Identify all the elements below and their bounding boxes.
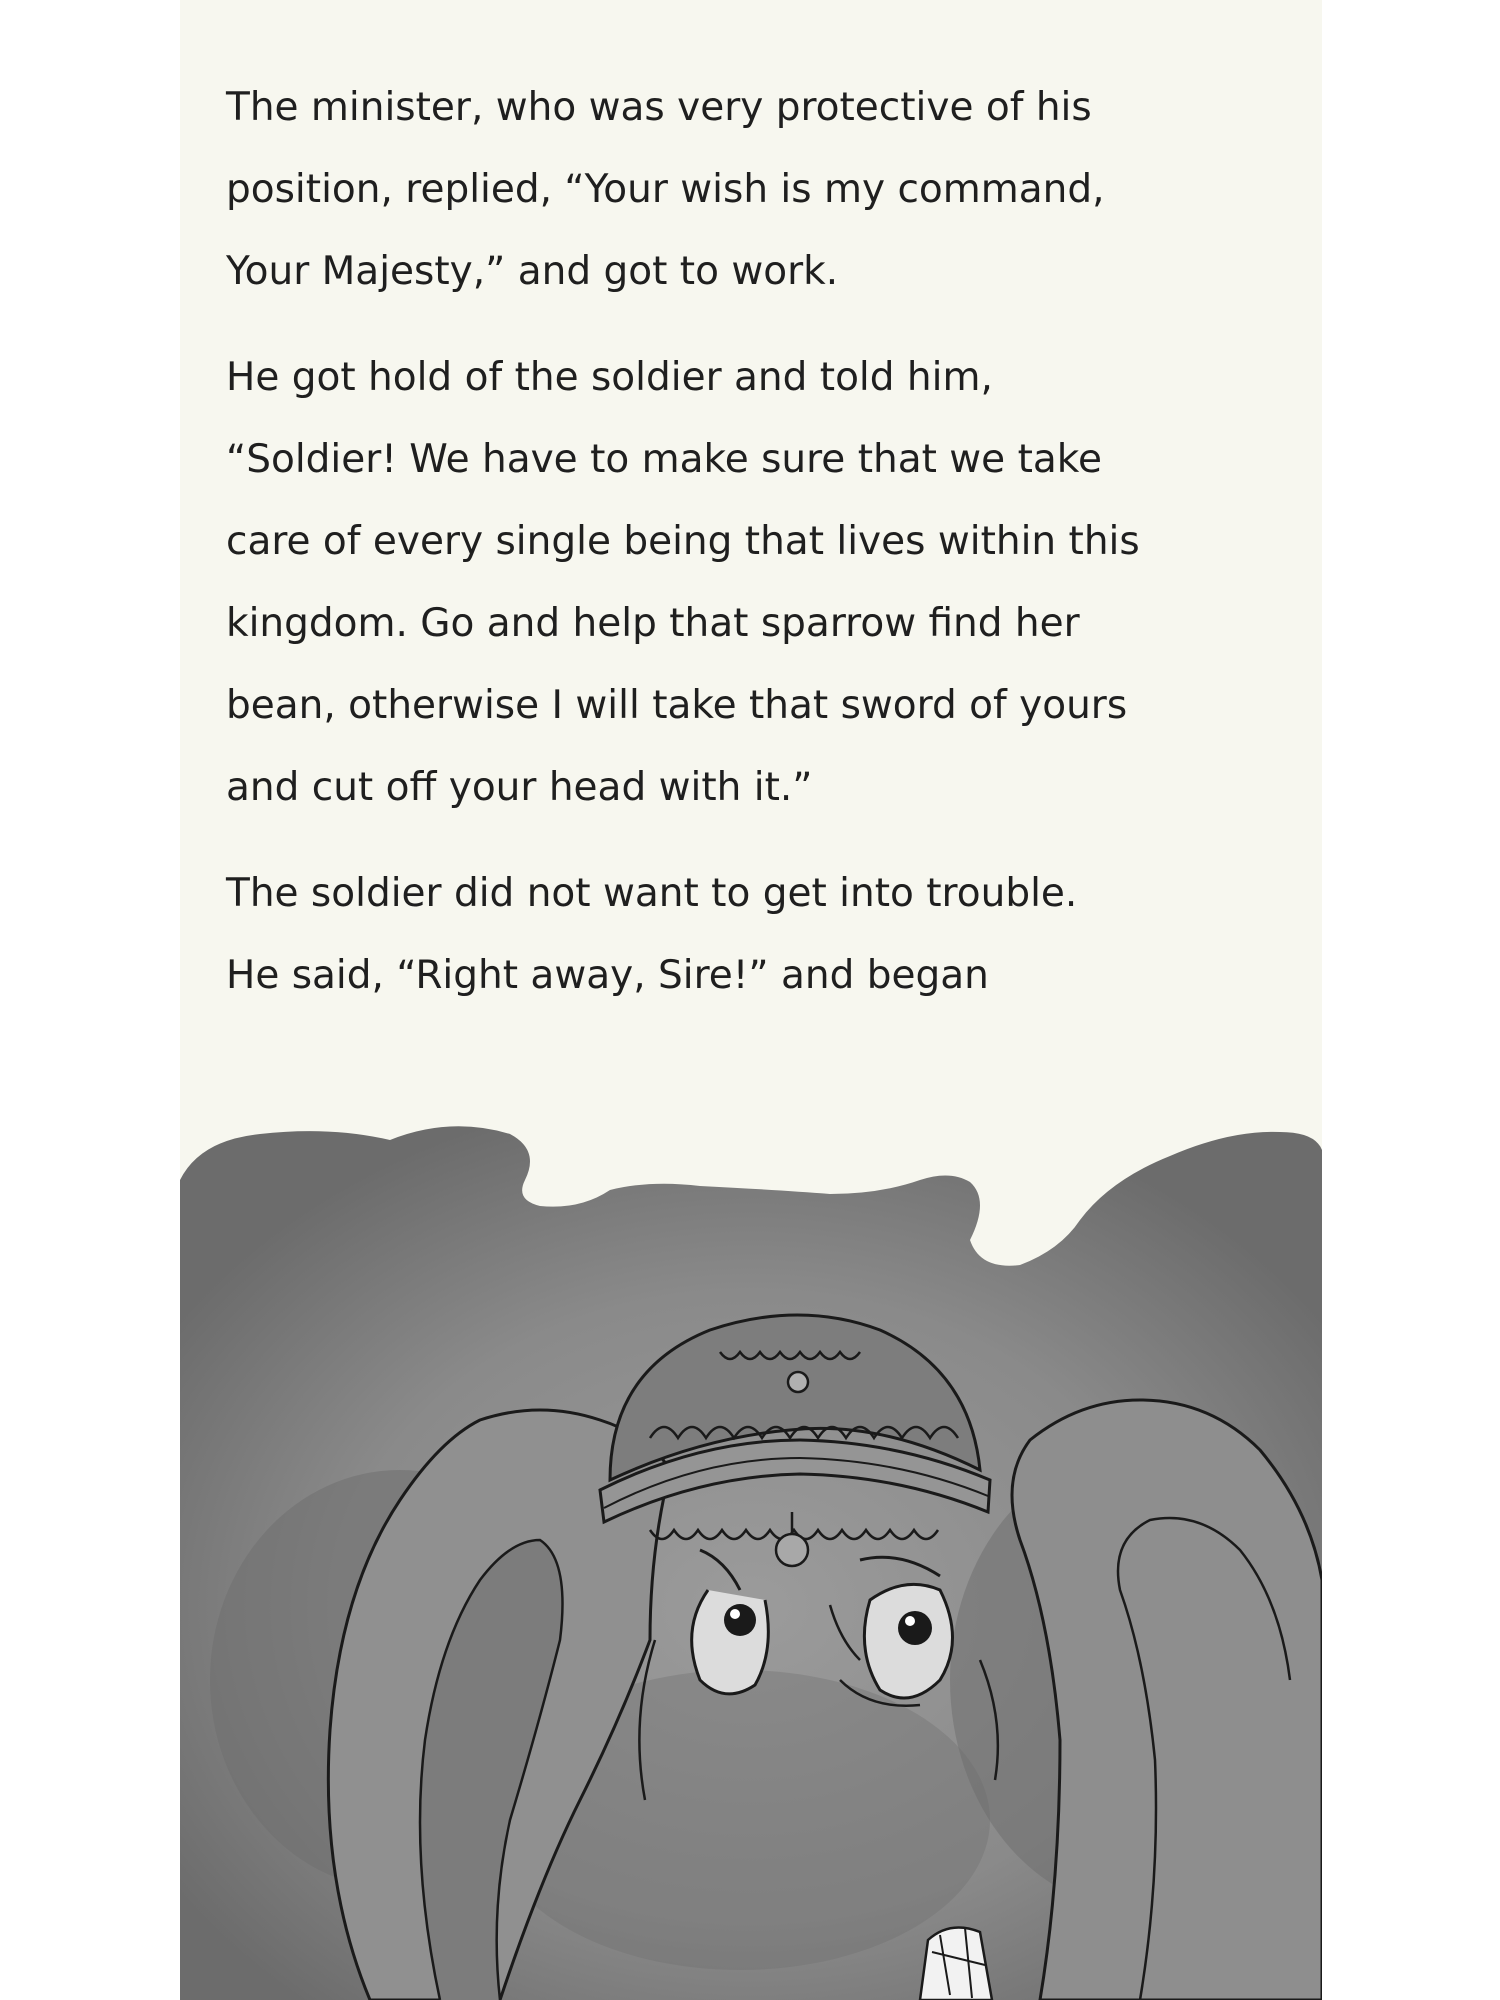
paragraph-3 bbox=[226, 864, 1306, 1006]
text-line: He got hold of the soldier and told him, bbox=[226, 355, 993, 400]
text-line: and cut off your head with it.” bbox=[226, 765, 813, 810]
text-line: The soldier did not want to get into trouble. bbox=[226, 871, 1078, 916]
paragraph-1 bbox=[226, 78, 1306, 302]
cap-ornament bbox=[788, 1372, 808, 1392]
right-ear bbox=[1012, 1400, 1322, 2000]
text-line: The minister, who was very protective of his bbox=[226, 85, 1092, 130]
text-line: position, replied, “Your wish is my command, bbox=[226, 167, 1105, 212]
text-line: He said, “Right away, Sire!” and began bbox=[226, 953, 989, 998]
text-line: Your Majesty,” and got to work. bbox=[226, 249, 839, 294]
book-page bbox=[180, 0, 1322, 2000]
text-line: kingdom. Go and help that sparrow find her bbox=[226, 601, 1080, 646]
pendant bbox=[776, 1534, 808, 1566]
left-eye bbox=[692, 1590, 769, 1694]
text-line: “Soldier! We have to make sure that we take bbox=[226, 437, 1102, 482]
right-eye bbox=[864, 1584, 952, 1698]
story-text bbox=[226, 78, 1306, 1006]
elephant-illustration bbox=[180, 1120, 1322, 2000]
text-line: care of every single being that lives within this bbox=[226, 519, 1140, 564]
text-line: bean, otherwise I will take that sword of yours bbox=[226, 683, 1128, 728]
paragraph-2 bbox=[226, 348, 1306, 818]
